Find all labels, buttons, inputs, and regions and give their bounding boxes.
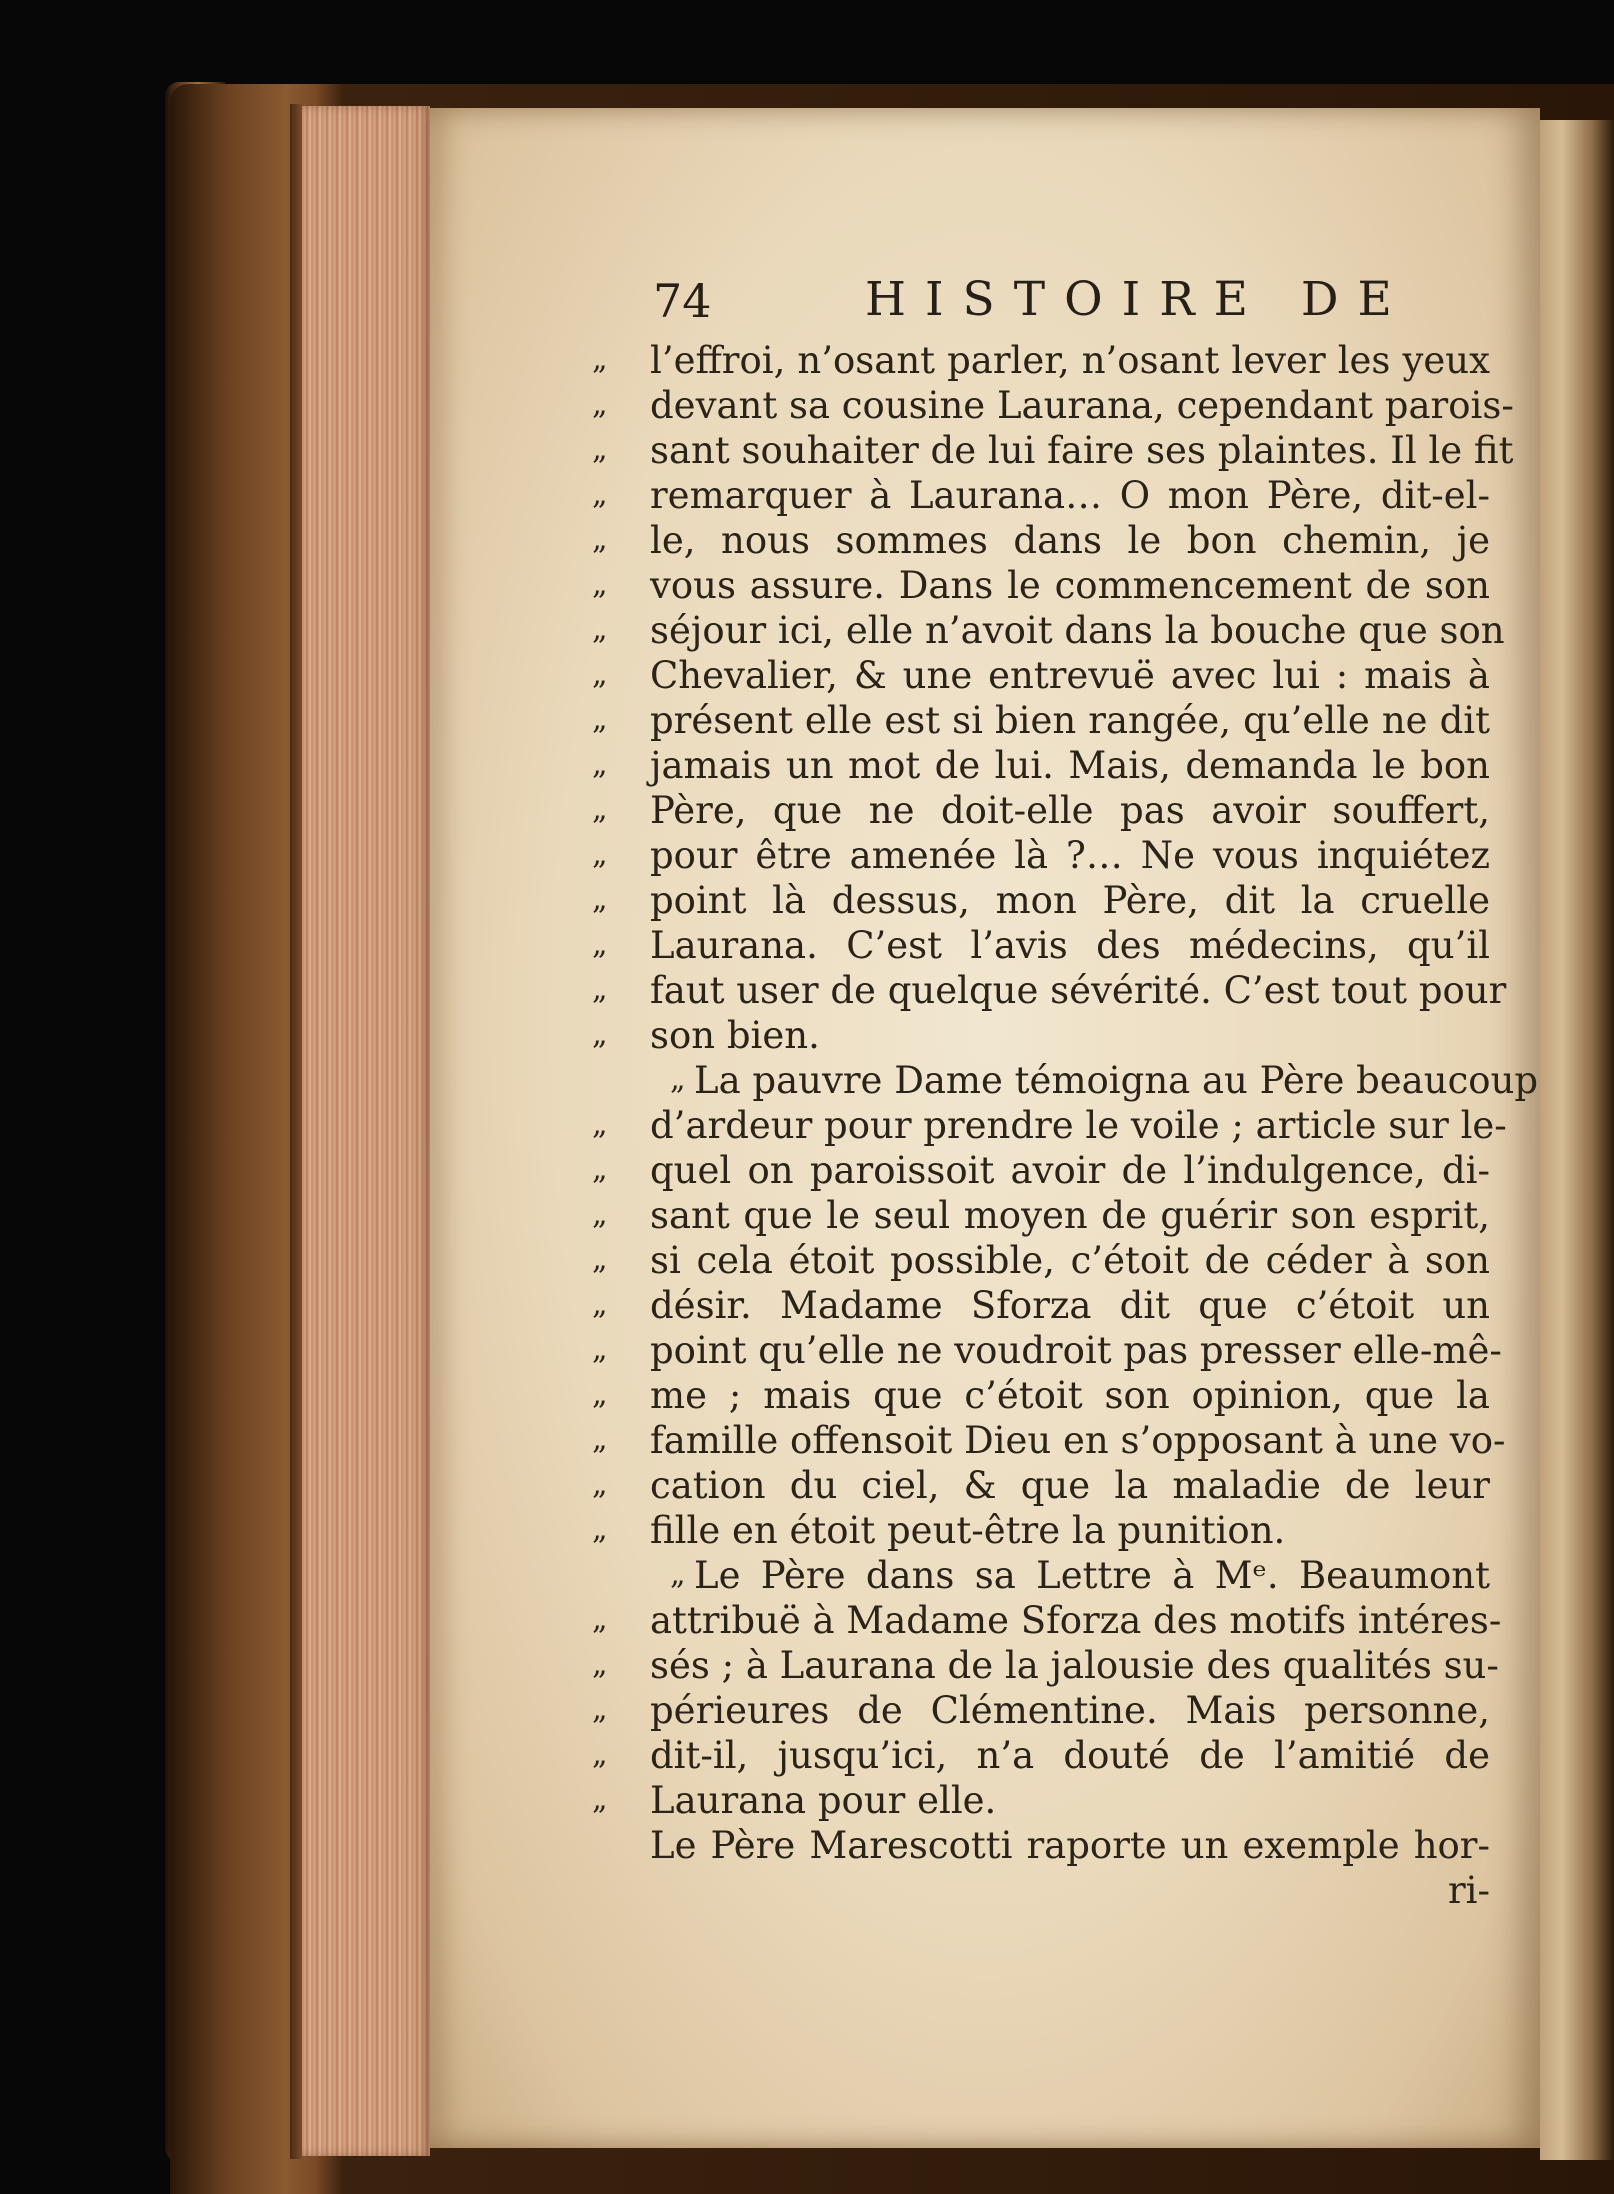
text-line-content: fille en étoit peut-être la punition. <box>650 1509 1286 1552</box>
running-title: HISTOIRE DE <box>865 272 1411 327</box>
quote-mark: „ <box>592 837 608 872</box>
text-line <box>592 923 1490 968</box>
catchword: ri- <box>1447 1869 1490 1912</box>
quote-mark: „ <box>670 1062 686 1097</box>
text-line <box>592 1418 1506 1463</box>
quote-mark: „ <box>592 1377 608 1412</box>
text-line-content: famille offensoit Dieu en s’opposant à une vo- <box>650 1419 1506 1462</box>
text-line <box>592 1013 1490 1058</box>
quote-mark: „ <box>592 522 608 557</box>
text-line <box>592 1283 1490 1328</box>
text-line <box>592 1688 1490 1733</box>
quote-mark: „ <box>592 1512 608 1547</box>
quote-mark: „ <box>592 567 608 602</box>
quote-mark: „ <box>592 927 608 962</box>
text-line-content: faut user de quelque sévérité. C’est tout pour <box>650 969 1507 1012</box>
quote-mark: „ <box>592 657 608 692</box>
text-line <box>592 518 1490 563</box>
text-line-content: Père, que ne doit-elle pas avoir souffert, <box>650 789 1490 832</box>
quote-mark: „ <box>592 432 608 467</box>
quote-mark: „ <box>592 342 608 377</box>
text-line <box>592 1508 1490 1553</box>
facing-page-edge <box>1540 120 1614 2160</box>
quote-mark: „ <box>592 1287 608 1322</box>
text-line-content: Le Père dans sa Lettre à Mᵉ. Beaumont <box>694 1554 1490 1597</box>
quote-mark: „ <box>592 1197 608 1232</box>
quote-mark: „ <box>592 612 608 647</box>
text-line-content: d’ardeur pour prendre le voile ; article sur le- <box>650 1104 1507 1147</box>
quote-mark: „ <box>592 792 608 827</box>
quote-mark: „ <box>592 1152 608 1187</box>
text-line <box>592 563 1490 608</box>
quote-mark: „ <box>592 1332 608 1367</box>
quote-mark: „ <box>592 477 608 512</box>
quote-mark: „ <box>592 1422 608 1457</box>
text-line <box>650 1823 1490 1868</box>
text-line <box>592 473 1490 518</box>
text-line <box>592 383 1514 428</box>
text-line <box>592 1238 1490 1283</box>
text-line-content: jamais un mot de lui. Mais, demanda le bon <box>650 744 1490 787</box>
text-line <box>592 968 1507 1013</box>
text-line-content: sant que le seul moyen de guérir son esprit, <box>650 1194 1490 1237</box>
text-line <box>592 1643 1499 1688</box>
text-line-content: le, nous sommes dans le bon chemin, je <box>650 519 1490 562</box>
text-line-content: quel on paroissoit avoir de l’indulgence, di- <box>650 1149 1490 1192</box>
body-text <box>592 338 1539 1913</box>
text-line-content: cation du ciel, & que la maladie de leur <box>650 1464 1490 1507</box>
text-line-content: La pauvre Dame témoigna au Père beaucoup <box>694 1059 1539 1102</box>
text-line <box>592 698 1490 743</box>
quote-mark: „ <box>592 1737 608 1772</box>
quote-mark: „ <box>592 1602 608 1637</box>
quote-mark: „ <box>592 1692 608 1727</box>
text-line <box>592 1103 1507 1148</box>
text-line-content: me ; mais que c’étoit son opinion, que la <box>650 1374 1490 1417</box>
text-line-content: devant sa cousine Laurana, cependant parois- <box>650 384 1514 427</box>
quote-mark: „ <box>592 387 608 422</box>
quote-mark: „ <box>592 1017 608 1052</box>
text-line <box>592 743 1490 788</box>
text-line <box>592 608 1505 653</box>
quote-mark: „ <box>592 1467 608 1502</box>
text-line <box>592 653 1490 698</box>
text-line <box>650 1058 1539 1103</box>
text-line-content: Laurana. C’est l’avis des médecins, qu’il <box>650 924 1490 967</box>
text-line-content: l’effroi, n’osant parler, n’osant lever les yeux <box>650 339 1490 382</box>
text-line <box>592 428 1514 473</box>
text-line-content: périeures de Clémentine. Mais personne, <box>650 1689 1490 1732</box>
quote-mark: „ <box>592 702 608 737</box>
text-line-content: si cela étoit possible, c’étoit de céder à son <box>650 1239 1490 1282</box>
text-line <box>592 1463 1490 1508</box>
text-line <box>592 338 1490 383</box>
text-line-content: séjour ici, elle n’avoit dans la bouche que son <box>650 609 1505 652</box>
quote-mark: „ <box>592 747 608 782</box>
text-line <box>592 1373 1490 1418</box>
text-line <box>592 788 1490 833</box>
text-line-content: sés ; à Laurana de la jalousie des qualités su- <box>650 1644 1499 1687</box>
text-line-content: sant souhaiter de lui faire ses plaintes. Il le fit <box>650 429 1514 472</box>
text-line <box>592 1148 1490 1193</box>
text-line-content: point là dessus, mon Père, dit la cruelle <box>650 879 1490 922</box>
text-line <box>592 1193 1490 1238</box>
text-line <box>592 1328 1502 1373</box>
text-line-content: dit-il, jusqu’ici, n’a douté de l’amitié de <box>650 1734 1490 1777</box>
text-line-content: point qu’elle ne voudroit pas presser elle-mê- <box>650 1329 1502 1372</box>
quote-mark: „ <box>592 1242 608 1277</box>
page-number: 74 <box>653 274 712 328</box>
page-edges <box>302 106 430 2156</box>
text-line-content: Chevalier, & une entrevuë avec lui : mais à <box>650 654 1490 697</box>
quote-mark: „ <box>592 1647 608 1682</box>
text-line-content: remarquer à Laurana… O mon Père, dit-el- <box>650 474 1490 517</box>
text-line-content: attribuë à Madame Sforza des motifs intéres- <box>650 1599 1502 1642</box>
quote-mark: „ <box>592 972 608 1007</box>
text-line-content: vous assure. Dans le commencement de son <box>650 564 1490 607</box>
text-line <box>592 1778 1490 1823</box>
text-line <box>650 1553 1490 1598</box>
text-line-content: Le Père Marescotti raporte un exemple hor- <box>650 1824 1490 1867</box>
text-line-content: pour être amenée là ?… Ne vous inquiétez <box>650 834 1490 877</box>
quote-mark: „ <box>592 882 608 917</box>
quote-mark: „ <box>670 1557 686 1592</box>
text-line <box>592 1733 1490 1778</box>
text-line-content: désir. Madame Sforza dit que c’étoit un <box>650 1284 1490 1327</box>
text-line-content: présent elle est si bien rangée, qu’elle ne dit <box>650 699 1490 742</box>
text-line-content: Laurana pour elle. <box>650 1779 997 1822</box>
text-line-content: son bien. <box>650 1014 820 1057</box>
quote-mark: „ <box>592 1782 608 1817</box>
text-line <box>592 833 1490 878</box>
text-line <box>592 878 1490 923</box>
text-line <box>592 1598 1502 1643</box>
quote-mark: „ <box>592 1107 608 1142</box>
